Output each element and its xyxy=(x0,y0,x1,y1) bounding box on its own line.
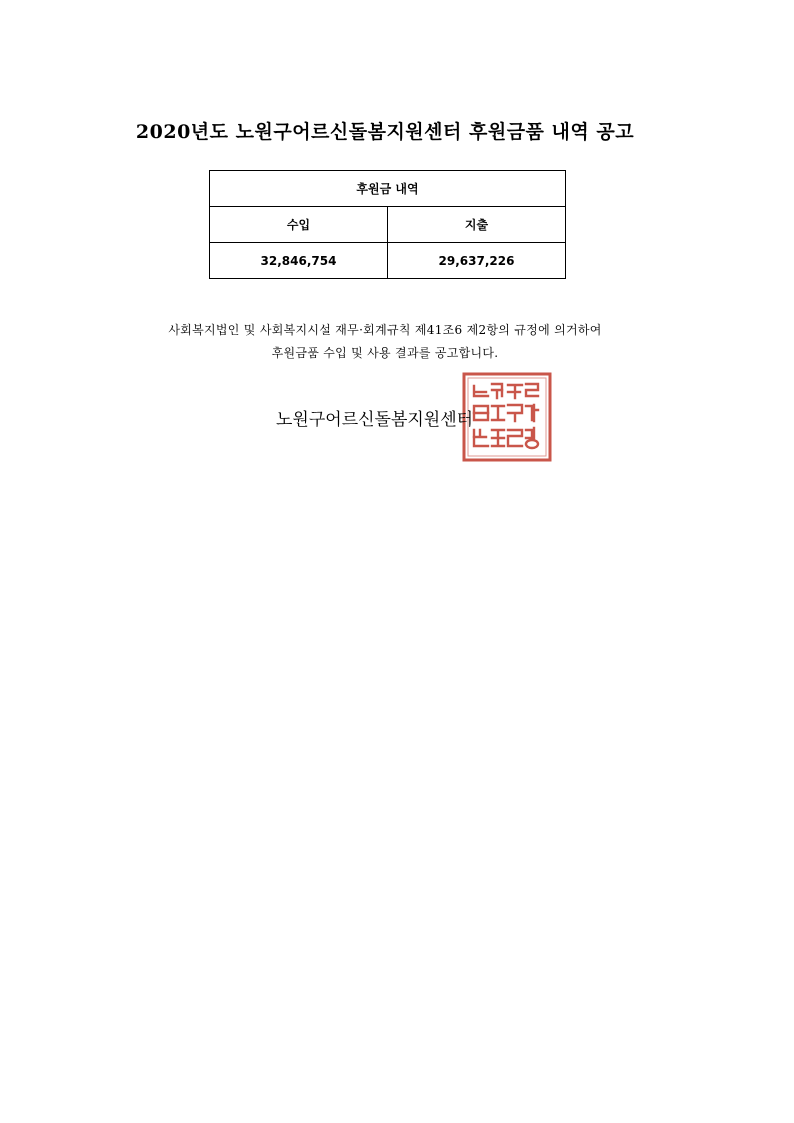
table-column-row xyxy=(210,207,566,243)
notice-text-line-2: 후원금품 수입 및 사용 결과를 공고합니다. xyxy=(271,346,499,360)
expense-column-header: 지출 xyxy=(388,207,566,243)
table-value-row xyxy=(210,243,566,279)
page-title: 2020년도 노원구어르신돌봄지원센터 후원금품 내역 공고 xyxy=(135,121,635,143)
income-column-header: 수입 xyxy=(210,207,388,243)
table-header-row xyxy=(210,171,566,207)
organization-signature: 노원구어르신돌봄지원센터 xyxy=(276,410,474,430)
notice-text-line-1: 사회복지법인 및 사회복지시설 재무·회계규칙 제41조6 제2항의 규정에 의거하여 xyxy=(168,323,602,337)
table-header-cell: 후원금 내역 xyxy=(210,171,566,207)
official-seal-icon xyxy=(462,372,552,462)
donation-table xyxy=(209,170,566,279)
income-value: 32,846,754 xyxy=(210,243,388,279)
expense-value: 29,637,226 xyxy=(388,243,566,279)
